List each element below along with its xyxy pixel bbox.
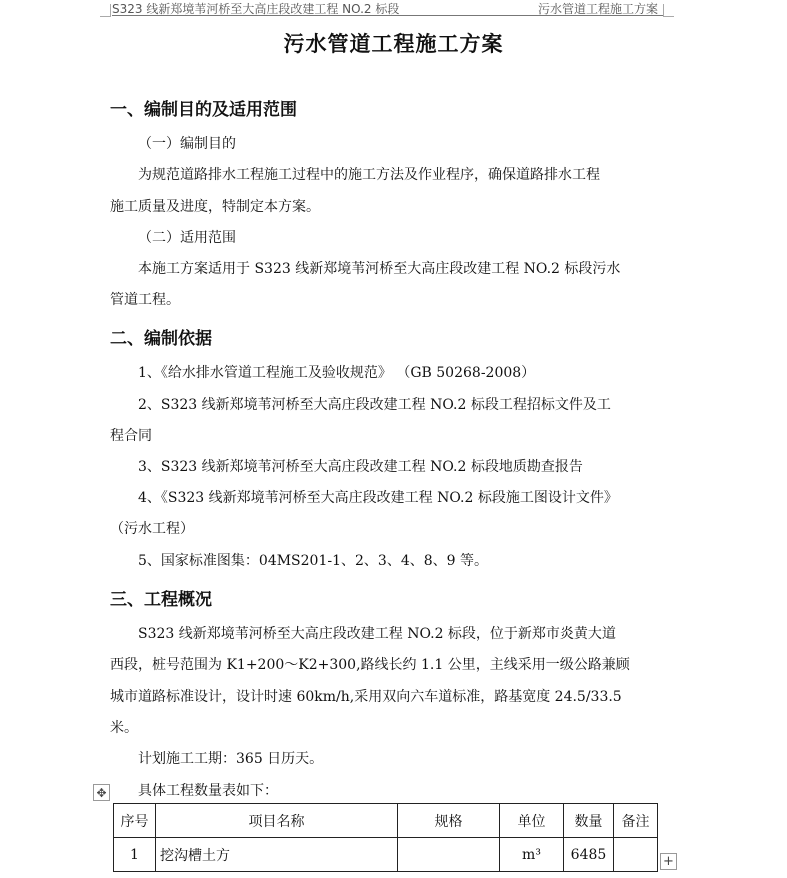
header-cell-quantity: 数量 bbox=[564, 804, 614, 838]
basis-item-4-line1: 4、《S323 线新郑境苇河桥至大高庄段改建工程 NO.2 标段施工图设计文件》 bbox=[138, 490, 618, 506]
table-row bbox=[114, 838, 658, 872]
margin-corner-top-right bbox=[663, 4, 674, 17]
section-heading-1: 一、编制目的及适用范围 bbox=[110, 100, 297, 120]
add-icon[interactable]: + bbox=[660, 853, 677, 870]
basis-item-1: 1、《给水排水管道工程施工及验收规范》 （GB 50268-2008） bbox=[138, 365, 536, 381]
cell-item: 挖沟槽土方 bbox=[156, 838, 398, 872]
basis-item-2-line2: 程合同 bbox=[110, 428, 152, 444]
basis-item-2-line1: 2、S323 线新郑境苇河桥至大高庄段改建工程 NO.2 标段工程招标文件及工 bbox=[138, 397, 611, 413]
paragraph-scope-line1: 本施工方案适用于 S323 线新郑境苇河桥至大高庄段改建工程 NO.2 标段污水 bbox=[138, 261, 621, 277]
header-rule bbox=[112, 15, 663, 16]
cell-remark bbox=[614, 838, 658, 872]
construction-period: 计划施工工期：365 日历天。 bbox=[138, 751, 324, 767]
paragraph-purpose-line2: 施工质量及进度，特制定本方案。 bbox=[110, 199, 320, 215]
subheading-purpose: （一）编制目的 bbox=[138, 136, 236, 152]
cell-index: 1 bbox=[114, 838, 156, 872]
margin-corner-top-left bbox=[100, 4, 111, 17]
header-cell-index: 序号 bbox=[114, 804, 156, 838]
overview-line3: 城市道路标准设计，设计时速 60km/h,采用双向六车道标准，路基宽度 24.5/33.5 bbox=[110, 689, 622, 705]
move-icon[interactable]: ✥ bbox=[93, 784, 110, 801]
table-header-row bbox=[114, 804, 658, 838]
overview-line1: S323 线新郑境苇河桥至大高庄段改建工程 NO.2 标段，位于新郑市炎黄大道 bbox=[138, 626, 616, 642]
quantity-table bbox=[113, 803, 658, 872]
paragraph-scope-line2: 管道工程。 bbox=[110, 292, 180, 308]
basis-item-3: 3、S323 线新郑境苇河桥至大高庄段改建工程 NO.2 标段地质勘查报告 bbox=[138, 459, 583, 475]
table-intro: 具体工程数量表如下： bbox=[138, 783, 278, 799]
header-cell-item: 项目名称 bbox=[156, 804, 398, 838]
subheading-scope: （二）适用范围 bbox=[138, 230, 236, 246]
document-title: 污水管道工程施工方案 bbox=[283, 31, 504, 56]
overview-line2: 西段，桩号范围为 K1+200～K2+300,路线长约 1.1 公里，主线采用一级公路兼顾 bbox=[110, 657, 630, 673]
running-header-right: 污水管道工程施工方案 bbox=[538, 2, 659, 16]
cell-quantity: 6485 bbox=[564, 838, 614, 872]
cell-spec bbox=[398, 838, 500, 872]
basis-item-5: 5、国家标准图集：04MS201-1、2、3、4、8、9 等。 bbox=[138, 553, 488, 569]
header-cell-spec: 规格 bbox=[398, 804, 500, 838]
paragraph-purpose-line1: 为规范道路排水工程施工过程中的施工方法及作业程序，确保道路排水工程 bbox=[138, 167, 600, 183]
overview-line4: 米。 bbox=[110, 720, 138, 736]
section-heading-2: 二、编制依据 bbox=[110, 329, 212, 349]
header-cell-remark: 备注 bbox=[614, 804, 658, 838]
section-heading-3: 三、工程概况 bbox=[110, 590, 212, 610]
header-cell-unit: 单位 bbox=[500, 804, 564, 838]
basis-item-4-line2: （污水工程） bbox=[110, 521, 194, 537]
running-header-left: S323 线新郑境苇河桥至大高庄段改建工程 NO.2 标段 bbox=[112, 2, 400, 16]
cell-unit: m³ bbox=[500, 838, 564, 872]
